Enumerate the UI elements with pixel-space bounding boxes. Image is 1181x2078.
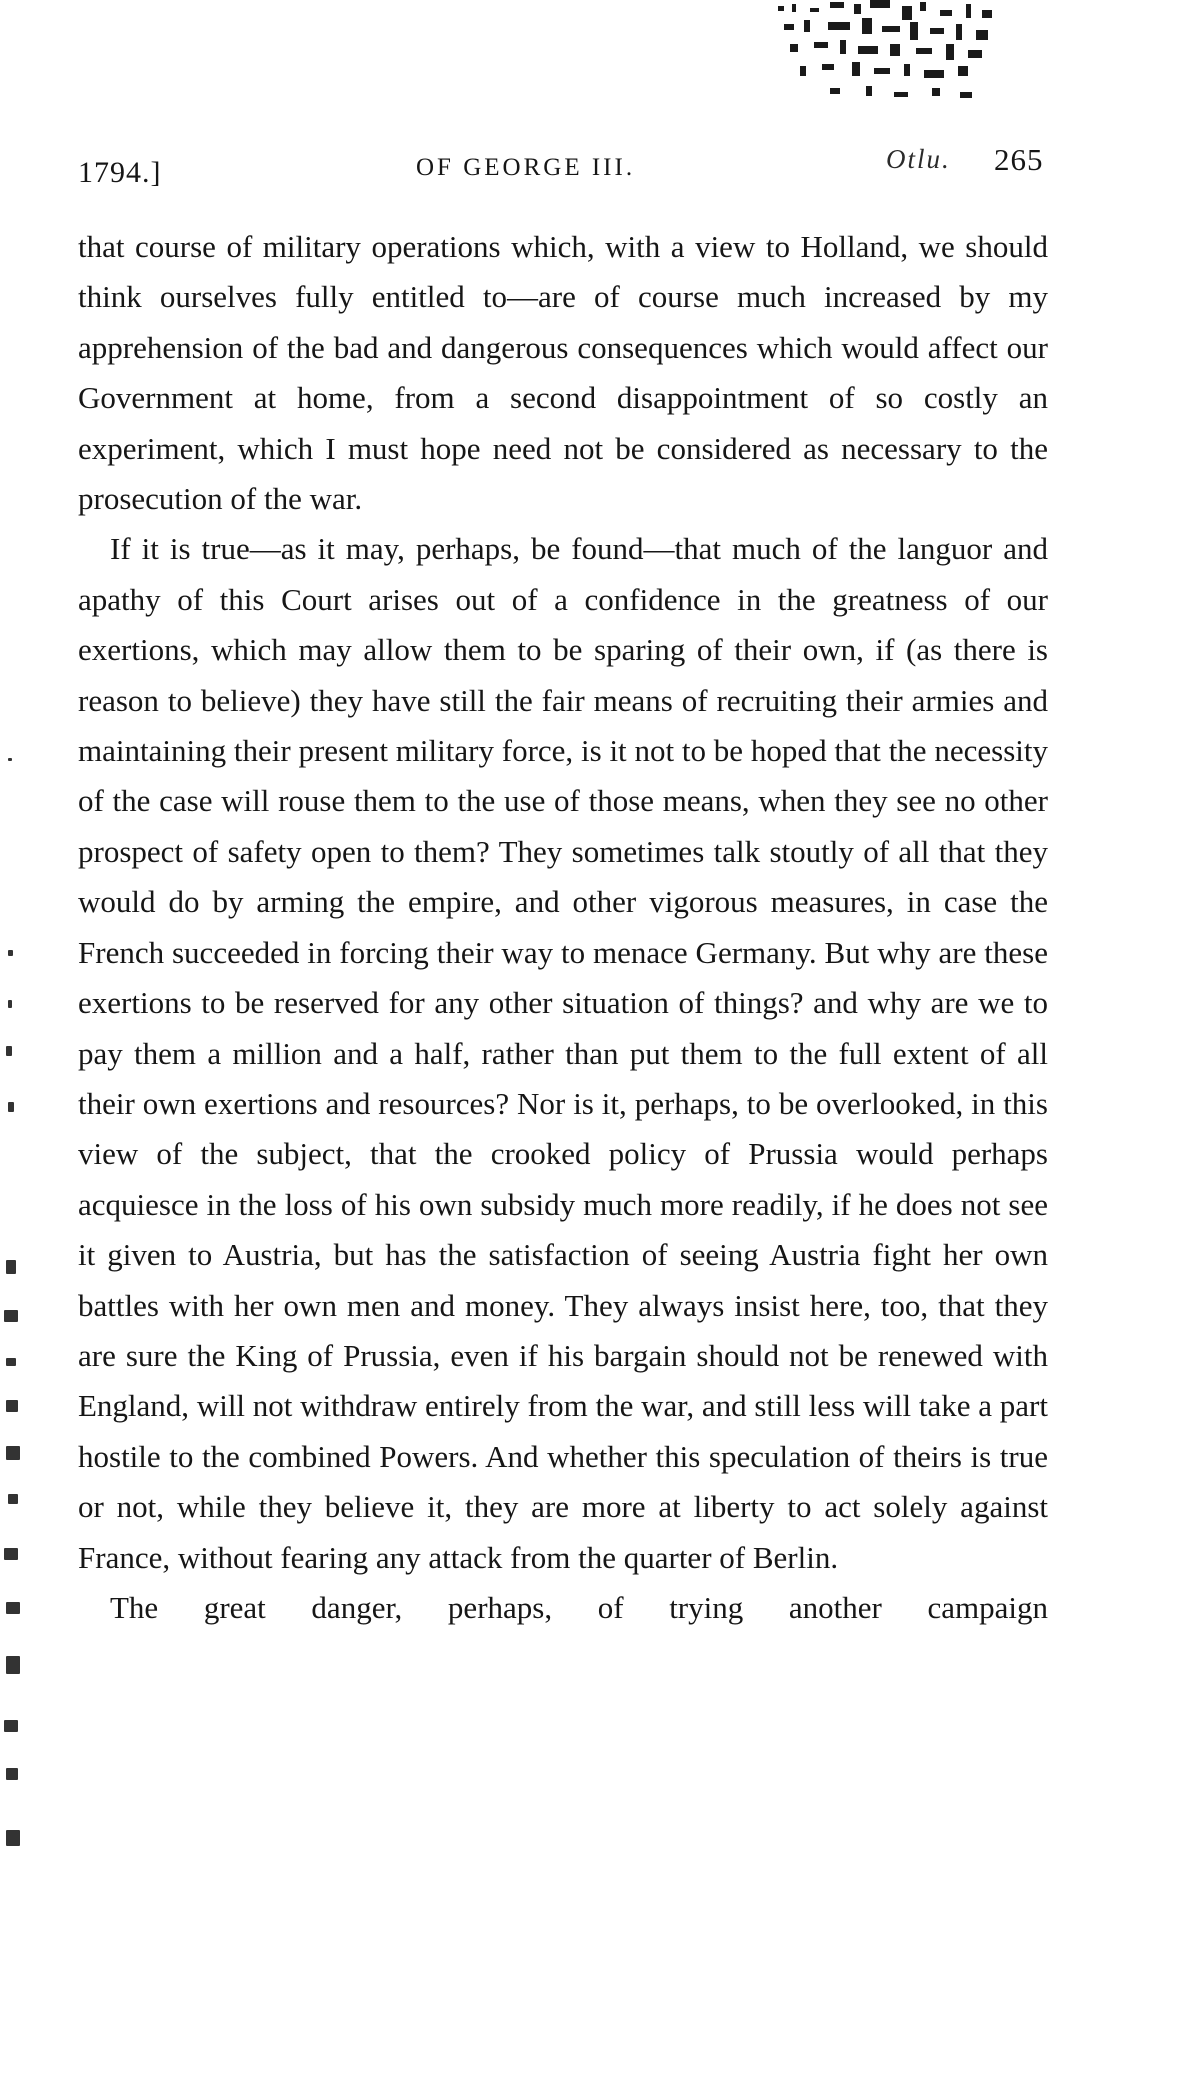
running-year: 1794.] [78,156,162,189]
paragraph-1: that course of military operations which, with a view to Holland, we should think ourselves fully entitled to—are of course much increased by my apprehension of the bad and dangerous consequences which would affect our Government at home, from a second disappointment of so costly an experiment, which I must hope need not be considered as necessary to the prosecution of the war. [78,229,1048,517]
running-header [78,142,1044,190]
handwritten-shelf-mark: Otlu. [886,144,951,174]
running-title: OF GEORGE III. [416,154,636,181]
gutter-marks [0,0,40,2078]
body-text [78,222,1048,1633]
paragraph-2: If it is true—as it may, perhaps, be found—that much of the languor and apathy of this Court arises out of a confidence in the greatness of our exertions, which may allow them to be sparing of their own, if (as there is reason to believe) they have still the fair means of recruiting their armies and maintaining their present military force, is it not to be hoped that the necessity of the case will rouse them to the use of those means, when they see no other prospect of safety open to them? They sometimes talk stoutly of all that they would do by arming the empire, and other vigorous measures, in case the French succeeded in forcing their way to menace Germany. But why are these exertions to be reserved for any other situation of things? and why are we to pay them a million and a half, rather than put them to the full extent of all their own exertions and resources? Nor is it, perhaps, to be overlooked, in this view of the subject, that the crooked policy of Prussia would perhaps acquiesce in the loss of his own subsidy much more readily, if he does not see it given to Austria, but has the satisfaction of seeing Austria fight her own battles with her own men and money. They always insist here, too, that they are sure the King of Prussia, even if his bargain should not be renewed with England, will not withdraw entirely from the war, and still less will take a part hostile to the combined Powers. And whether this speculation of theirs is true or not, while they believe it, they are more at liberty to act solely against France, without fearing any attack from the quarter of Berlin. [78,531,1048,1575]
page-number: 265 [994,142,1044,177]
paragraph-3: The great danger, perhaps, of trying another campaign [110,1589,1048,1625]
library-stamp-icon [770,0,1060,120]
